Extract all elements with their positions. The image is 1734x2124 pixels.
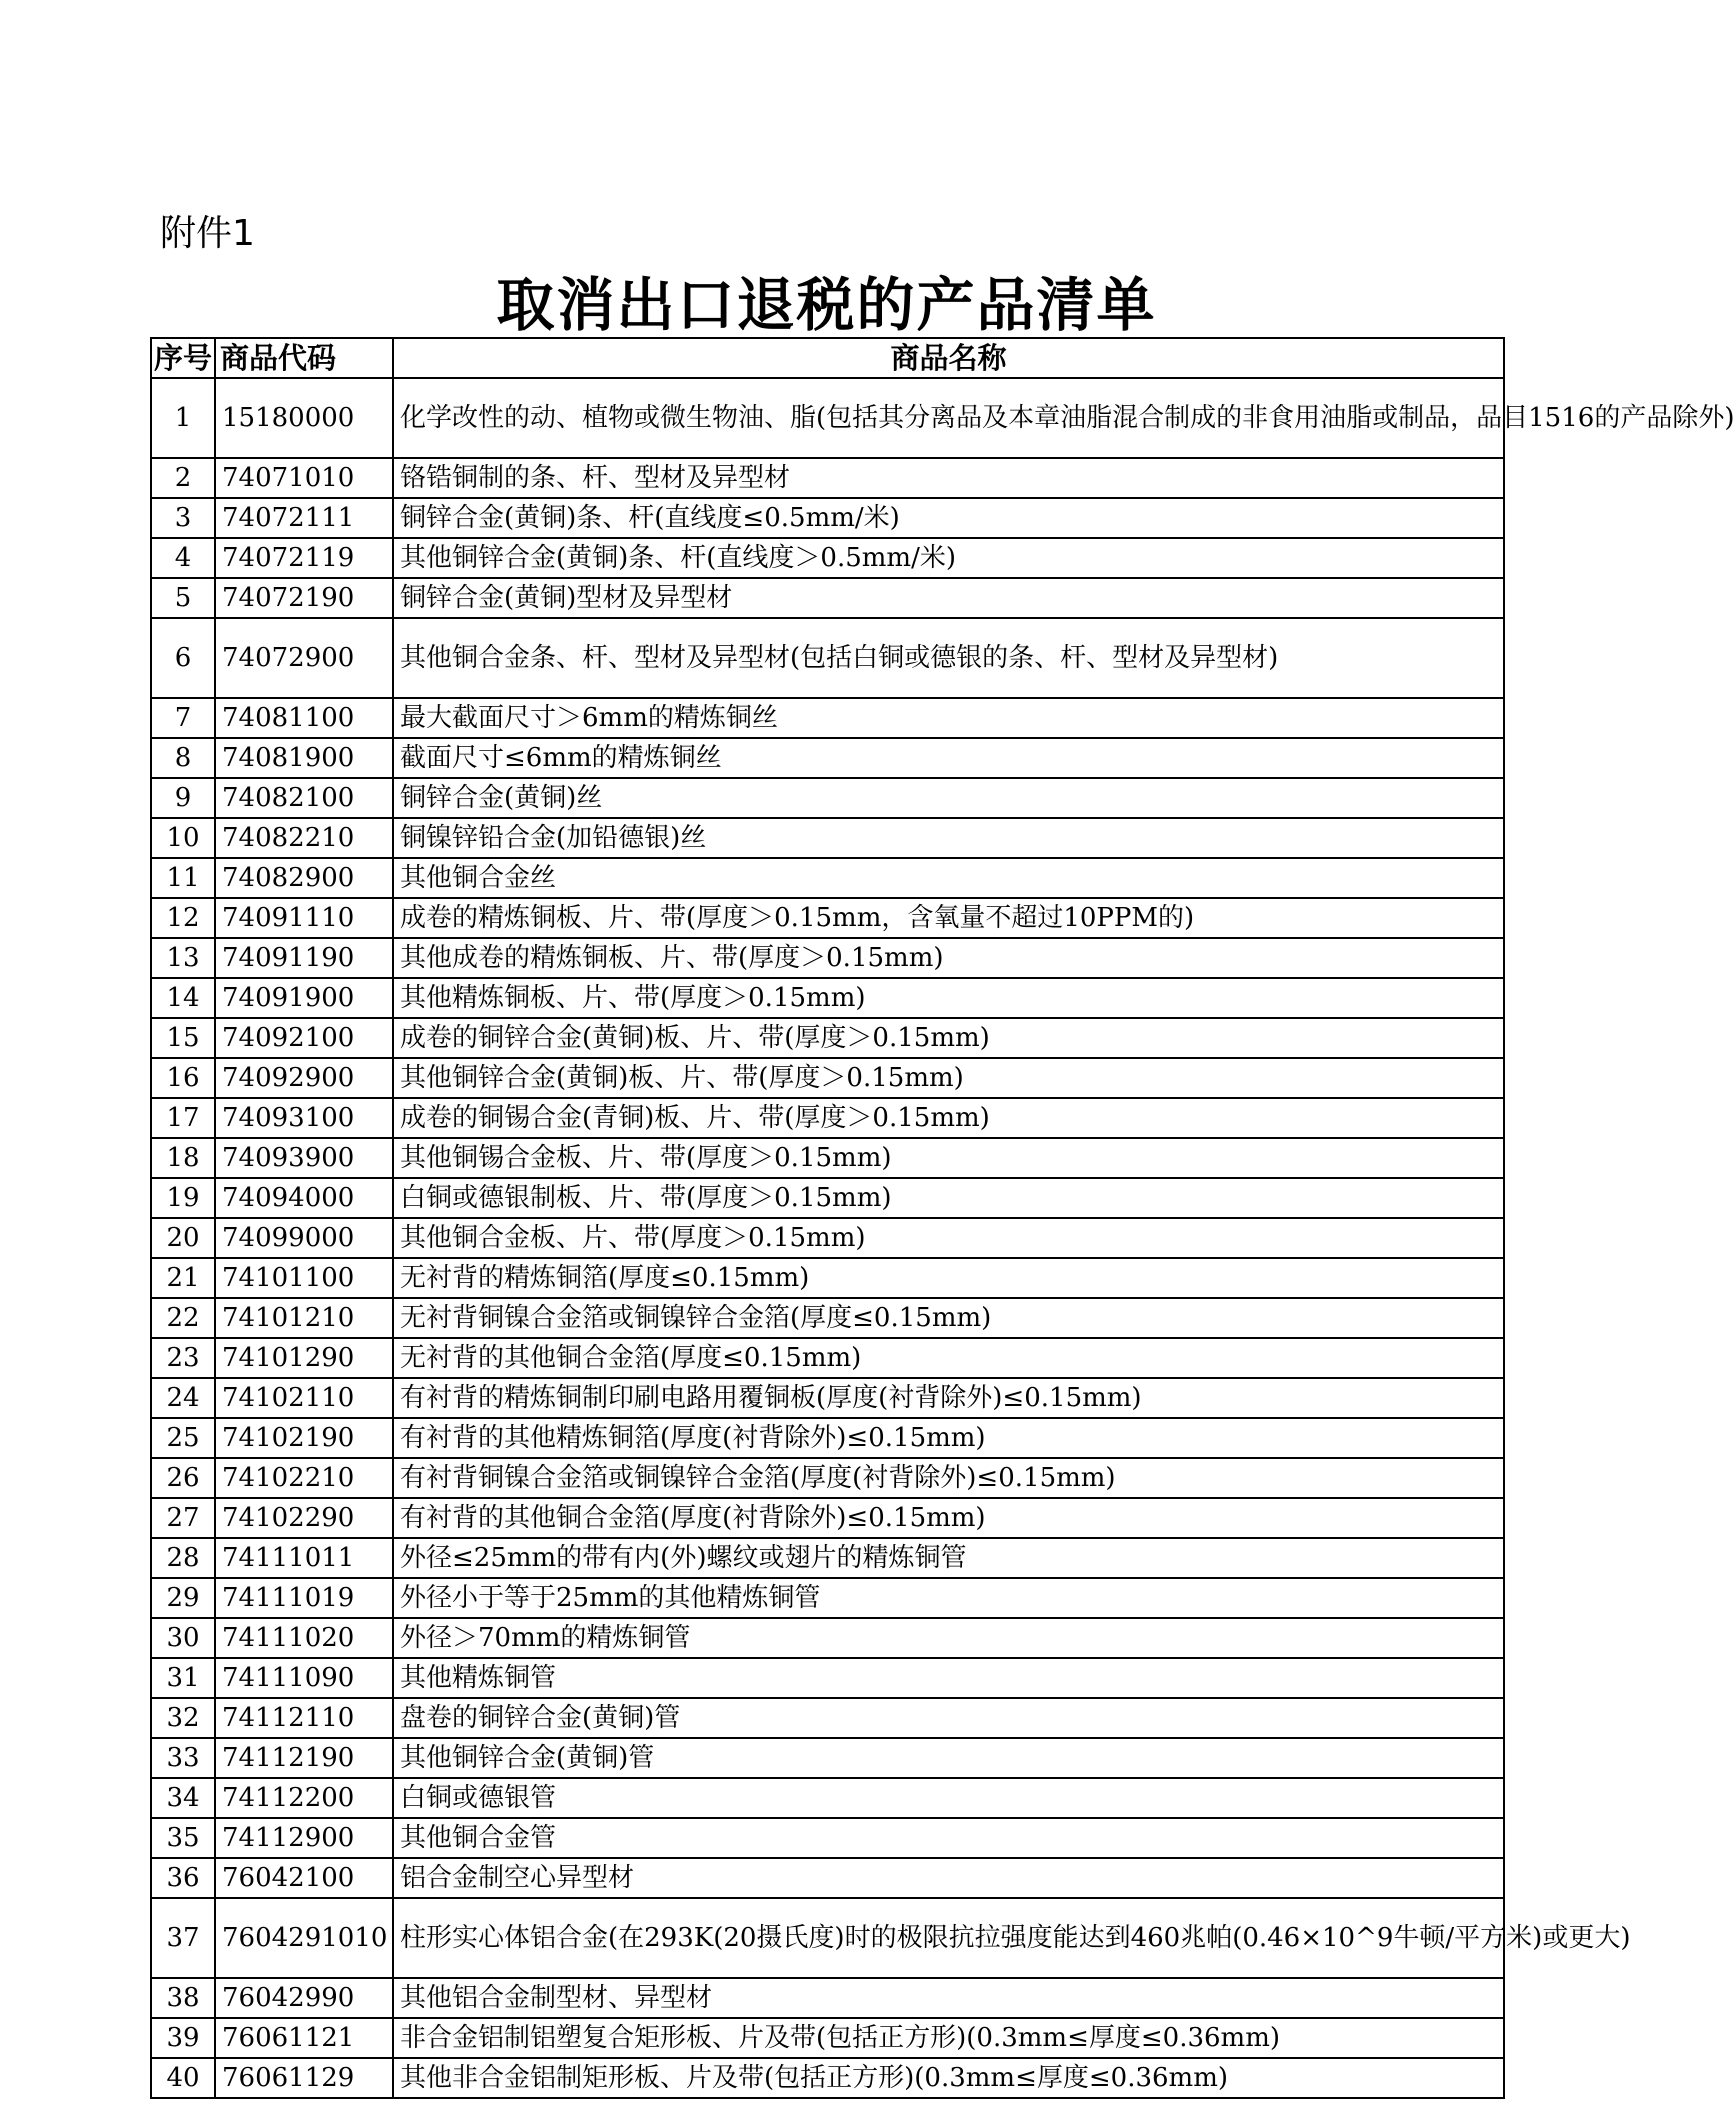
row-number: 34 — [151, 1778, 215, 1818]
row-number: 1 — [151, 378, 215, 458]
row-number: 40 — [151, 2058, 215, 2098]
table-row — [151, 858, 1504, 898]
product-name: 铬锆铜制的条、杆、型材及异型材 — [393, 458, 1504, 498]
product-code: 74081100 — [215, 698, 393, 738]
table-row — [151, 458, 1504, 498]
row-number: 16 — [151, 1058, 215, 1098]
row-number: 35 — [151, 1818, 215, 1858]
table-row — [151, 898, 1504, 938]
product-name: 截面尺寸≤6mm的精炼铜丝 — [393, 738, 1504, 778]
product-code: 74102290 — [215, 1498, 393, 1538]
table-row — [151, 738, 1504, 778]
product-code: 74072111 — [215, 498, 393, 538]
product-code: 74111090 — [215, 1658, 393, 1698]
row-number: 22 — [151, 1298, 215, 1338]
table-row — [151, 1618, 1504, 1658]
table-row — [151, 978, 1504, 1018]
product-code: 74072119 — [215, 538, 393, 578]
product-code: 74093900 — [215, 1138, 393, 1178]
product-name: 其他铜合金条、杆、型材及异型材(包括白铜或德银的条、杆、型材及异型材) — [393, 618, 1504, 698]
product-code: 76042990 — [215, 1978, 393, 2018]
table-row — [151, 618, 1504, 698]
row-number: 2 — [151, 458, 215, 498]
table-row — [151, 578, 1504, 618]
row-number: 23 — [151, 1338, 215, 1378]
attachment-label: 附件1 — [160, 213, 255, 254]
row-number: 5 — [151, 578, 215, 618]
product-code: 74092100 — [215, 1018, 393, 1058]
table-row — [151, 1738, 1504, 1778]
row-number: 29 — [151, 1578, 215, 1618]
table-row — [151, 1338, 1504, 1378]
product-code: 74082100 — [215, 778, 393, 818]
product-name: 其他铜合金板、片、带(厚度＞0.15mm) — [393, 1218, 1504, 1258]
table-row — [151, 1138, 1504, 1178]
product-name: 铜锌合金(黄铜)条、杆(直线度≤0.5mm/米) — [393, 498, 1504, 538]
row-number: 31 — [151, 1658, 215, 1698]
row-number: 7 — [151, 698, 215, 738]
row-number: 32 — [151, 1698, 215, 1738]
table-row — [151, 1658, 1504, 1698]
product-code: 74102190 — [215, 1418, 393, 1458]
table-row — [151, 1018, 1504, 1058]
product-code: 74101290 — [215, 1338, 393, 1378]
product-name: 其他成卷的精炼铜板、片、带(厚度＞0.15mm) — [393, 938, 1504, 978]
product-name: 无衬背铜镍合金箔或铜镍锌合金箔(厚度≤0.15mm) — [393, 1298, 1504, 1338]
row-number: 10 — [151, 818, 215, 858]
product-name: 白铜或德银管 — [393, 1778, 1504, 1818]
product-code: 74102110 — [215, 1378, 393, 1418]
product-code: 74101100 — [215, 1258, 393, 1298]
row-number: 37 — [151, 1898, 215, 1978]
product-name: 非合金铝制铝塑复合矩形板、片及带(包括正方形)(0.3mm≤厚度≤0.36mm) — [393, 2018, 1504, 2058]
row-number: 30 — [151, 1618, 215, 1658]
product-code: 74112200 — [215, 1778, 393, 1818]
row-number: 38 — [151, 1978, 215, 2018]
product-name: 白铜或德银制板、片、带(厚度＞0.15mm) — [393, 1178, 1504, 1218]
product-code: 74112190 — [215, 1738, 393, 1778]
product-code: 76042100 — [215, 1858, 393, 1898]
product-name: 其他铜锌合金(黄铜)管 — [393, 1738, 1504, 1778]
product-name: 最大截面尺寸＞6mm的精炼铜丝 — [393, 698, 1504, 738]
table-header-row — [151, 338, 1504, 378]
product-name: 外径＞70mm的精炼铜管 — [393, 1618, 1504, 1658]
table-row — [151, 1098, 1504, 1138]
row-number: 11 — [151, 858, 215, 898]
table-row — [151, 2058, 1504, 2098]
row-number: 8 — [151, 738, 215, 778]
product-code: 74112110 — [215, 1698, 393, 1738]
product-code: 74102210 — [215, 1458, 393, 1498]
product-code: 74072900 — [215, 618, 393, 698]
product-name: 有衬背铜镍合金箔或铜镍锌合金箔(厚度(衬背除外)≤0.15mm) — [393, 1458, 1504, 1498]
product-code: 74092900 — [215, 1058, 393, 1098]
table-row — [151, 1178, 1504, 1218]
row-number: 3 — [151, 498, 215, 538]
product-name: 化学改性的动、植物或微生物油、脂(包括其分离品及本章油脂混合制成的非食用油脂或制品，品目1516的产品除外) — [393, 378, 1504, 458]
row-number: 6 — [151, 618, 215, 698]
column-header-name: 商品名称 — [393, 338, 1504, 378]
row-number: 13 — [151, 938, 215, 978]
product-name: 其他铜合金丝 — [393, 858, 1504, 898]
table-row — [151, 1258, 1504, 1298]
product-code: 74091110 — [215, 898, 393, 938]
table-row — [151, 1778, 1504, 1818]
product-code: 74111019 — [215, 1578, 393, 1618]
table-row — [151, 1538, 1504, 1578]
product-code: 74111020 — [215, 1618, 393, 1658]
column-header-number: 序号 — [151, 338, 215, 378]
row-number: 36 — [151, 1858, 215, 1898]
product-name: 有衬背的其他精炼铜箔(厚度(衬背除外)≤0.15mm) — [393, 1418, 1504, 1458]
row-number: 39 — [151, 2018, 215, 2058]
row-number: 17 — [151, 1098, 215, 1138]
product-code: 74093100 — [215, 1098, 393, 1138]
row-number: 25 — [151, 1418, 215, 1458]
table-row — [151, 2018, 1504, 2058]
product-name: 铜锌合金(黄铜)丝 — [393, 778, 1504, 818]
product-name: 无衬背的精炼铜箔(厚度≤0.15mm) — [393, 1258, 1504, 1298]
row-number: 4 — [151, 538, 215, 578]
product-name: 成卷的铜锌合金(黄铜)板、片、带(厚度＞0.15mm) — [393, 1018, 1504, 1058]
row-number: 24 — [151, 1378, 215, 1418]
product-code: 74082210 — [215, 818, 393, 858]
product-code: 74082900 — [215, 858, 393, 898]
product-name: 铜镍锌铅合金(加铅德银)丝 — [393, 818, 1504, 858]
product-name: 柱形实心体铝合金(在293K(20摄氏度)时的极限抗拉强度能达到460兆帕(0.46×10^9牛顿/平方米)或更大) — [393, 1898, 1504, 1978]
product-code: 74071010 — [215, 458, 393, 498]
product-code: 15180000 — [215, 378, 393, 458]
product-code: 74094000 — [215, 1178, 393, 1218]
table-row — [151, 938, 1504, 978]
row-number: 19 — [151, 1178, 215, 1218]
table-row — [151, 1898, 1504, 1978]
table-row — [151, 1418, 1504, 1458]
product-name: 其他铜锌合金(黄铜)条、杆(直线度＞0.5mm/米) — [393, 538, 1504, 578]
document-title: 取消出口退税的产品清单 — [496, 271, 1157, 339]
table-row — [151, 1218, 1504, 1258]
row-number: 15 — [151, 1018, 215, 1058]
product-code: 74112900 — [215, 1818, 393, 1858]
product-code: 76061129 — [215, 2058, 393, 2098]
row-number: 28 — [151, 1538, 215, 1578]
product-name: 有衬背的精炼铜制印刷电路用覆铜板(厚度(衬背除外)≤0.15mm) — [393, 1378, 1504, 1418]
product-code: 7604291010 — [215, 1898, 393, 1978]
row-number: 20 — [151, 1218, 215, 1258]
product-name: 盘卷的铜锌合金(黄铜)管 — [393, 1698, 1504, 1738]
table-row — [151, 1498, 1504, 1538]
product-code: 74081900 — [215, 738, 393, 778]
row-number: 33 — [151, 1738, 215, 1778]
table-row — [151, 1818, 1504, 1858]
table-row — [151, 1578, 1504, 1618]
row-number: 12 — [151, 898, 215, 938]
product-list-table — [150, 337, 1734, 2099]
product-name: 外径≤25mm的带有内(外)螺纹或翅片的精炼铜管 — [393, 1538, 1504, 1578]
product-code: 74111011 — [215, 1538, 393, 1578]
product-name: 铜锌合金(黄铜)型材及异型材 — [393, 578, 1504, 618]
product-code: 74101210 — [215, 1298, 393, 1338]
product-name: 其他精炼铜管 — [393, 1658, 1504, 1698]
table-row — [151, 1378, 1504, 1418]
table-row — [151, 1978, 1504, 2018]
product-code: 74091190 — [215, 938, 393, 978]
table-row — [151, 538, 1504, 578]
table-row — [151, 1858, 1504, 1898]
product-name: 其他铜锌合金(黄铜)板、片、带(厚度＞0.15mm) — [393, 1058, 1504, 1098]
column-header-code: 商品代码 — [215, 338, 393, 378]
row-number: 21 — [151, 1258, 215, 1298]
table-row — [151, 1458, 1504, 1498]
product-code: 74072190 — [215, 578, 393, 618]
product-name: 其他精炼铜板、片、带(厚度＞0.15mm) — [393, 978, 1504, 1018]
table-row — [151, 498, 1504, 538]
product-name: 成卷的精炼铜板、片、带(厚度＞0.15mm，含氧量不超过10PPM的) — [393, 898, 1504, 938]
product-name: 其他非合金铝制矩形板、片及带(包括正方形)(0.3mm≤厚度≤0.36mm) — [393, 2058, 1504, 2098]
row-number: 27 — [151, 1498, 215, 1538]
product-name: 成卷的铜锡合金(青铜)板、片、带(厚度＞0.15mm) — [393, 1098, 1504, 1138]
product-name: 其他铜锡合金板、片、带(厚度＞0.15mm) — [393, 1138, 1504, 1178]
row-number: 14 — [151, 978, 215, 1018]
row-number: 9 — [151, 778, 215, 818]
product-name: 外径小于等于25mm的其他精炼铜管 — [393, 1578, 1504, 1618]
table-row — [151, 818, 1504, 858]
row-number: 26 — [151, 1458, 215, 1498]
table-row — [151, 378, 1504, 458]
product-name: 无衬背的其他铜合金箔(厚度≤0.15mm) — [393, 1338, 1504, 1378]
table-row — [151, 1298, 1504, 1338]
product-code: 74099000 — [215, 1218, 393, 1258]
product-code: 74091900 — [215, 978, 393, 1018]
table-row — [151, 1058, 1504, 1098]
product-name: 铝合金制空心异型材 — [393, 1858, 1504, 1898]
product-code: 76061121 — [215, 2018, 393, 2058]
table-row — [151, 1698, 1504, 1738]
table-row — [151, 698, 1504, 738]
product-name: 其他铜合金管 — [393, 1818, 1504, 1858]
row-number: 18 — [151, 1138, 215, 1178]
table-row — [151, 778, 1504, 818]
product-name: 其他铝合金制型材、异型材 — [393, 1978, 1504, 2018]
product-name: 有衬背的其他铜合金箔(厚度(衬背除外)≤0.15mm) — [393, 1498, 1504, 1538]
